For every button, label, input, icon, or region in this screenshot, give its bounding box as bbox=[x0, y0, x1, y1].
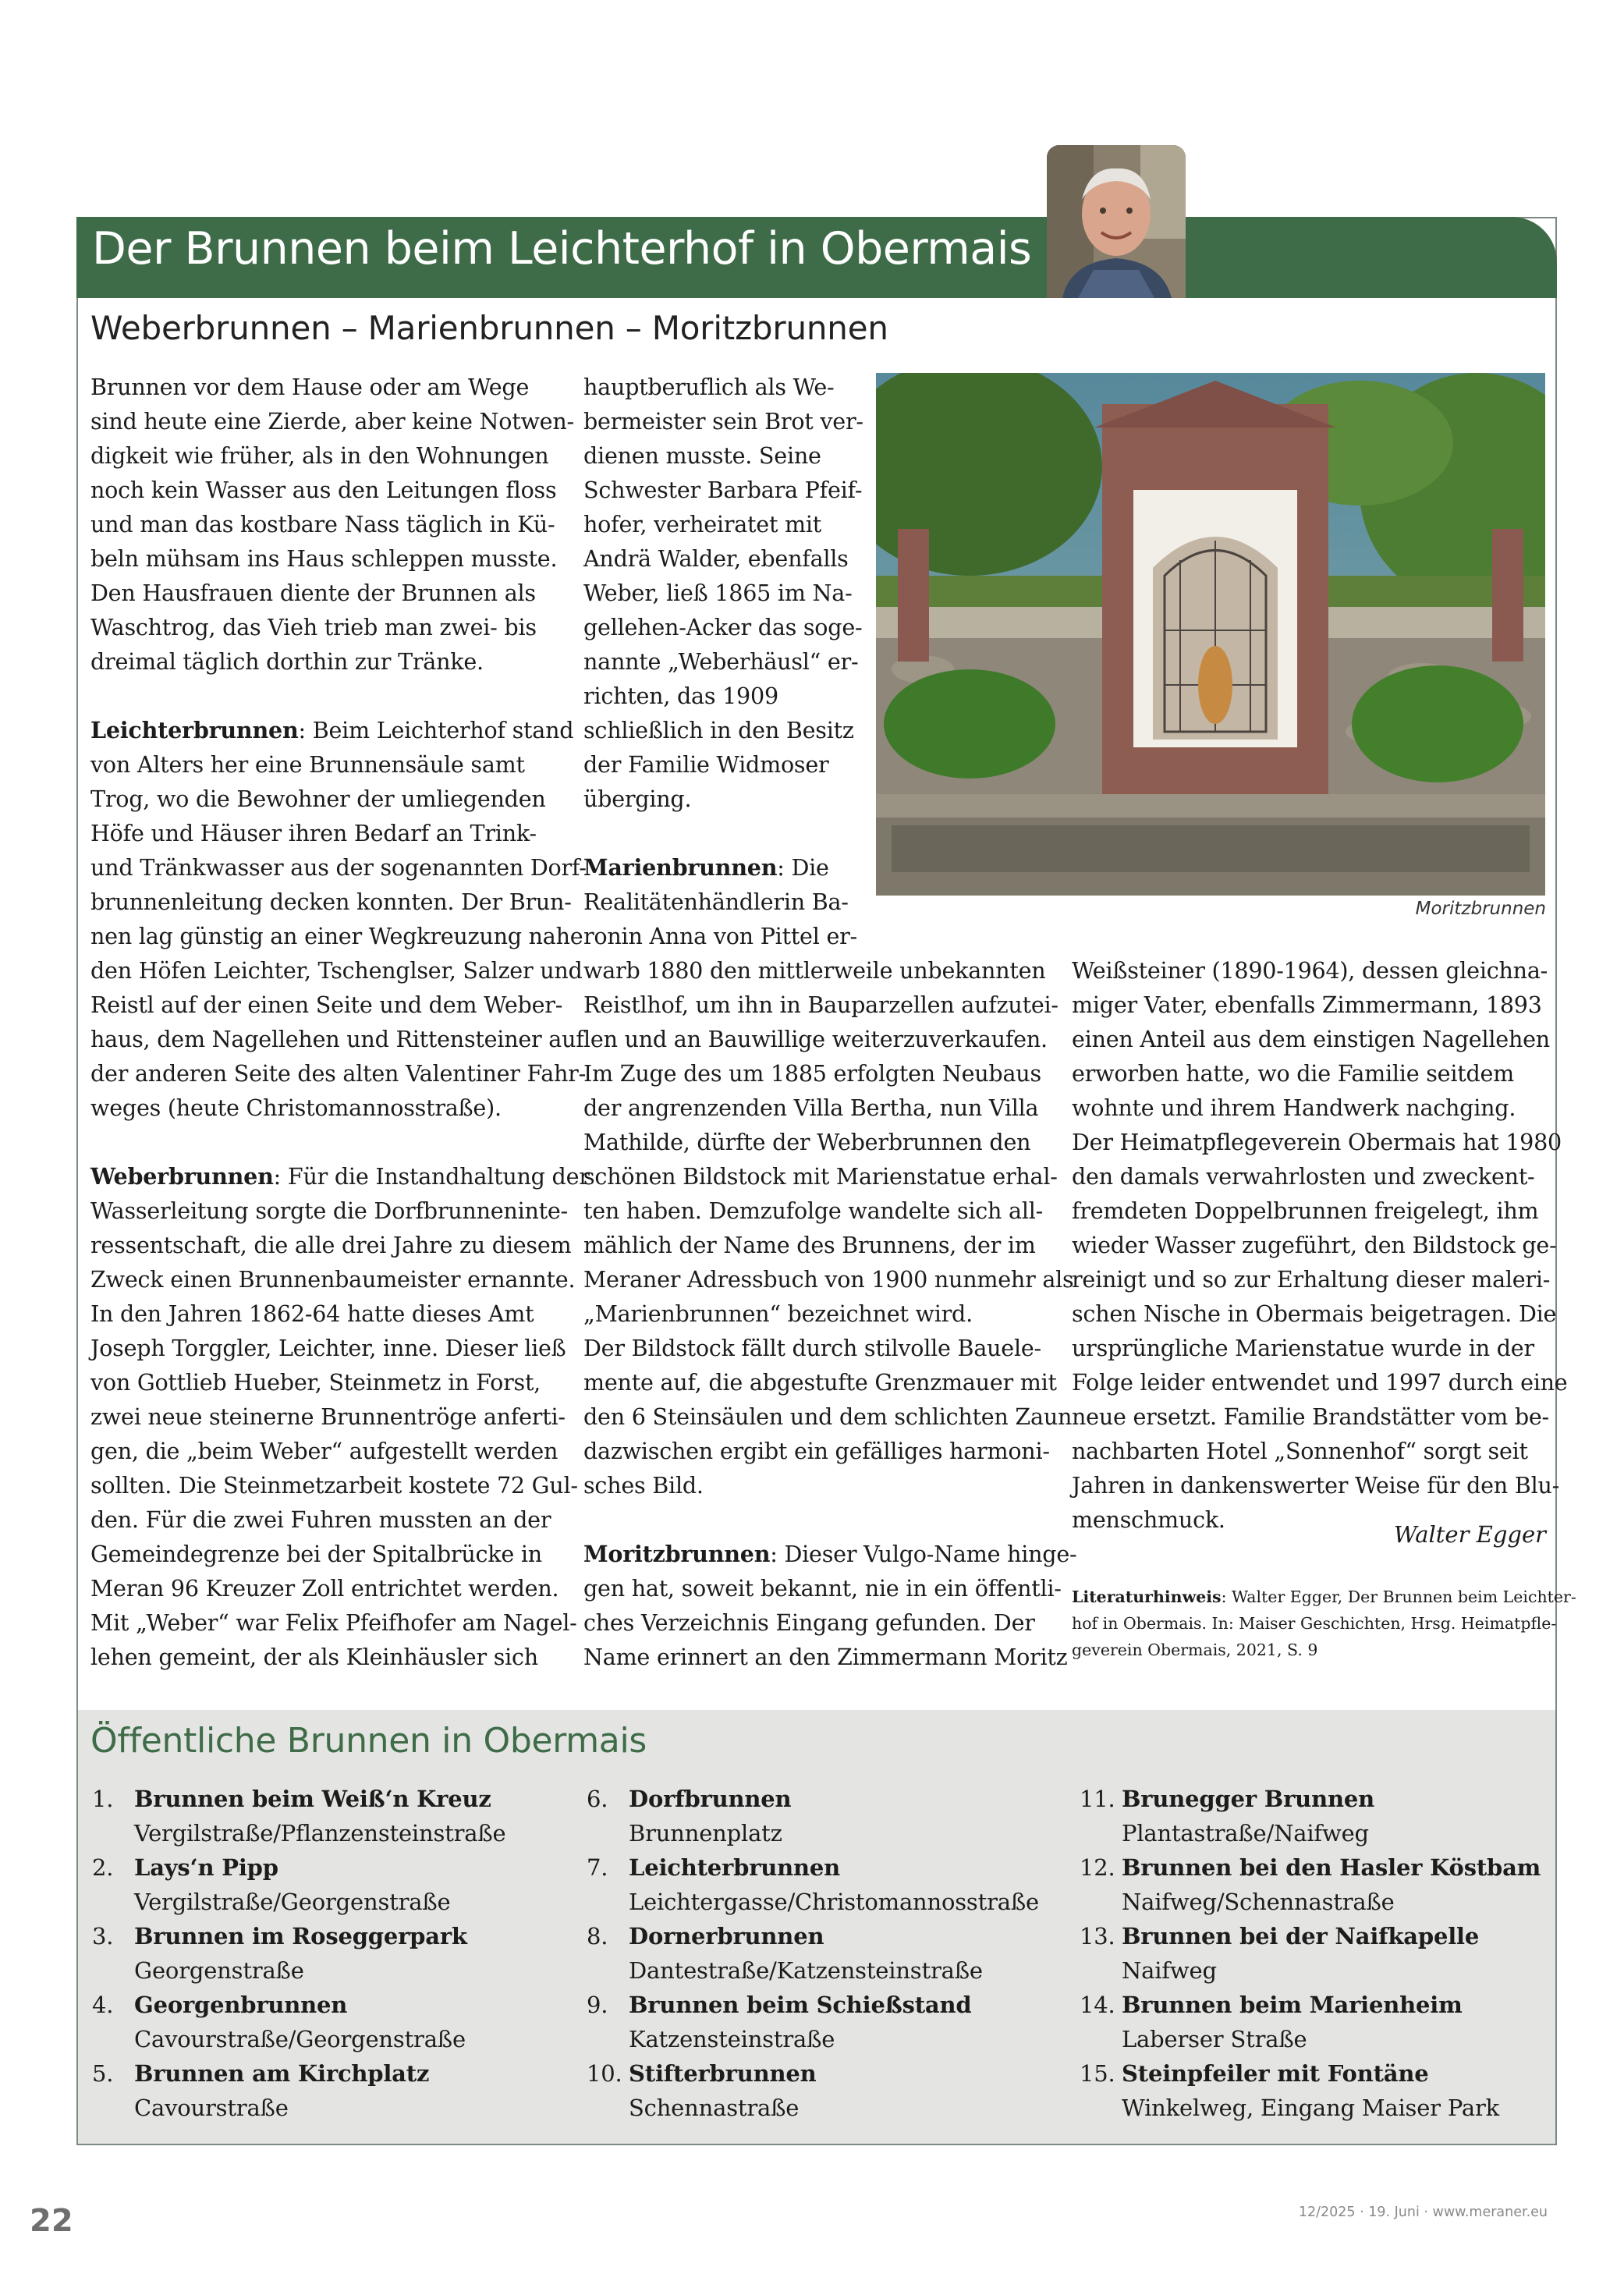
line-text: den 6 Steinsäulen und dem schlichten Zaun bbox=[583, 1403, 1073, 1430]
line-text: Mit „Weber“ war Felix Pfeifhofer am Nagel- bbox=[90, 1609, 577, 1636]
text-line bbox=[90, 541, 568, 576]
line-text: beln mühsam ins Haus schleppen musste. bbox=[90, 545, 558, 572]
text-column-2-upper bbox=[583, 370, 864, 953]
line-text: Mathilde, dürfte der Weberbrunnen den bbox=[583, 1129, 1031, 1155]
line-text: schönen Bildstock mit Marienstatue erhal- bbox=[583, 1163, 1058, 1190]
text-line bbox=[90, 1331, 568, 1365]
text-line bbox=[583, 1537, 1077, 1571]
line-text: Joseph Torggler, Leichter, inne. Dieser ließ bbox=[90, 1335, 566, 1361]
text-line bbox=[90, 438, 568, 473]
text-line bbox=[583, 404, 864, 438]
fountain-name: Dorfbrunnen bbox=[629, 1786, 792, 1812]
line-text: der anderen Seite des alten Valentiner Fahr- bbox=[90, 1060, 586, 1087]
issue-info: 12/2025 · 19. Juni · www.meraner.eu bbox=[1298, 2205, 1548, 2220]
line-text: richten, das 1909 bbox=[583, 683, 778, 709]
line-text: den damals verwahrlosten und zweckent- bbox=[1072, 1163, 1535, 1190]
line-text: schen Nische in Obermais beigetragen. Die bbox=[1072, 1300, 1557, 1327]
line-text: : Walter Egger, Der Brunnen beim Leichter- bbox=[1221, 1587, 1576, 1606]
bold-lead: Weberbrunnen bbox=[90, 1163, 274, 1190]
text-line bbox=[1072, 1022, 1555, 1056]
line-text: Realitätenhändlerin Ba- bbox=[583, 889, 849, 915]
text-column-2-lower bbox=[583, 953, 1077, 1674]
text-line bbox=[583, 1159, 1067, 1194]
fountain-name: Brunnen am Kirchplatz bbox=[134, 2060, 430, 2087]
text-line bbox=[90, 1056, 586, 1091]
fountain-name: Brunnen im Roseggerpark bbox=[134, 1923, 467, 1949]
fountain-address: Vergilstraße/Pflanzensteinstraße bbox=[134, 1820, 506, 1846]
fountain-photo bbox=[876, 373, 1545, 896]
fountain-number: 9. bbox=[587, 1992, 608, 2018]
fountain-name: Stifterbrunnen bbox=[629, 2060, 817, 2087]
literature-note bbox=[1072, 1584, 1576, 1663]
line-text: Wasserleitung sorgte die Dorfbrunneninte- bbox=[90, 1197, 568, 1224]
line-text: und man das kostbare Nass täglich in Kü- bbox=[90, 511, 555, 537]
line-text: hof in Obermais. In: Maiser Geschichten, Hrsg. Heimatpfle- bbox=[1072, 1614, 1557, 1633]
text-line bbox=[90, 1091, 568, 1125]
line-text: : Für die Instandhaltung der bbox=[273, 1163, 590, 1190]
fountain-number: 7. bbox=[587, 1854, 608, 1881]
paragraph-gap bbox=[583, 816, 864, 850]
fountain-name: Brunnen bei den Hasler Köstbam bbox=[1122, 1854, 1541, 1881]
text-line bbox=[90, 370, 568, 404]
line-text: Jahren in dankenswerter Weise für den Blu- bbox=[1072, 1472, 1560, 1499]
text-line bbox=[90, 1640, 568, 1674]
fountain-name: Leichterbrunnen bbox=[629, 1854, 841, 1881]
text-line bbox=[583, 1125, 1067, 1159]
text-line bbox=[583, 988, 1067, 1022]
fountain-address: Katzensteinstraße bbox=[629, 2026, 835, 2052]
text-line bbox=[583, 850, 864, 885]
line-text: warb 1880 den mittlerweile unbekannten bbox=[583, 957, 1046, 984]
fountain-name: Brunegger Brunnen bbox=[1122, 1786, 1374, 1812]
line-text: : Dieser Vulgo-Name hinge- bbox=[770, 1541, 1077, 1567]
text-line bbox=[90, 1537, 568, 1571]
fountain-name: Brunnen beim Schießstand bbox=[629, 1992, 972, 2018]
text-line bbox=[583, 1571, 1067, 1605]
line-text: Brunnen vor dem Hause oder am Wege bbox=[90, 374, 530, 400]
article-title: Der Brunnen beim Leichterhof in Obermais bbox=[92, 223, 1032, 275]
fountain-address: Naifweg bbox=[1122, 1957, 1217, 1984]
text-line bbox=[1072, 1399, 1555, 1434]
fountain-address: Georgenstraße bbox=[134, 1957, 304, 1984]
text-line bbox=[90, 782, 568, 816]
text-line bbox=[90, 644, 568, 679]
line-text: gen hat, soweit bekannt, nie in ein öffentli- bbox=[583, 1575, 1062, 1602]
fountain-address: Laberser Straße bbox=[1122, 2026, 1307, 2052]
text-line bbox=[90, 1297, 568, 1331]
fountain-number: 15. bbox=[1080, 2060, 1115, 2087]
line-text: hofer, verheiratet mit bbox=[583, 511, 822, 537]
line-text: len und an Bauwillige weiterzuverkaufen. bbox=[583, 1026, 1048, 1052]
line-text: mählich der Name des Brunnens, der im bbox=[583, 1232, 1036, 1258]
text-column-3 bbox=[1072, 953, 1568, 1537]
line-text: Schwester Barbara Pfeif- bbox=[583, 477, 863, 503]
line-text: ursprüngliche Marienstatue wurde in der bbox=[1072, 1335, 1534, 1361]
line-text: überging. bbox=[583, 786, 692, 812]
text-line bbox=[583, 1434, 1067, 1468]
line-text: den. Für die zwei Fuhren mussten an der bbox=[90, 1506, 551, 1533]
line-text: haus, dem Nagellehen und Rittensteiner auf bbox=[90, 1026, 584, 1052]
text-line bbox=[1072, 1434, 1555, 1468]
text-line bbox=[583, 919, 864, 953]
fountain-name: Brunnen bei der Naifkapelle bbox=[1122, 1923, 1480, 1949]
text-line bbox=[583, 507, 864, 541]
line-text: gellehen-Acker das soge- bbox=[583, 614, 863, 640]
line-text: von Alters her eine Brunnensäule samt bbox=[90, 751, 525, 778]
text-line bbox=[583, 438, 864, 473]
line-text: zwei neue steinerne Brunnentröge anferti- bbox=[90, 1403, 566, 1430]
line-text: Meran 96 Kreuzer Zoll entrichtet werden. bbox=[90, 1575, 559, 1602]
line-text: ches Verzeichnis Eingang gefunden. Der bbox=[583, 1609, 1035, 1636]
text-line bbox=[90, 1605, 577, 1640]
text-line bbox=[583, 1056, 1067, 1091]
fountain-address: Dantestraße/Katzensteinstraße bbox=[629, 1957, 983, 1984]
line-text: wohnte und ihrem Handwerk nachging. bbox=[1072, 1094, 1516, 1121]
text-line bbox=[90, 713, 574, 747]
fountain-number: 3. bbox=[92, 1923, 114, 1949]
line-text: noch kein Wasser aus den Leitungen floss bbox=[90, 477, 557, 503]
text-line bbox=[583, 1194, 1067, 1228]
text-line bbox=[583, 473, 864, 507]
text-line bbox=[90, 576, 568, 610]
text-line bbox=[583, 541, 864, 576]
line-text: wieder Wasser zugeführt, den Bildstock ge- bbox=[1072, 1232, 1557, 1258]
text-line bbox=[583, 679, 864, 713]
line-text: Trog, wo die Bewohner der umliegenden bbox=[90, 786, 546, 812]
line-text: sches Bild. bbox=[583, 1472, 704, 1499]
text-line bbox=[90, 1365, 568, 1399]
text-line bbox=[1072, 1262, 1555, 1297]
fountain-name: Brunnen beim Weiß‘n Kreuz bbox=[134, 1786, 491, 1812]
line-text: brunnenleitung decken konnten. Der Brun- bbox=[90, 889, 572, 915]
text-line bbox=[90, 1022, 584, 1056]
line-text: lehen gemeint, der als Kleinhäusler sich bbox=[90, 1644, 538, 1670]
line-text: erworben hatte, wo die Familie seitdem bbox=[1072, 1060, 1515, 1087]
text-line bbox=[90, 1194, 568, 1228]
line-text: Folge leider entwendet und 1997 durch eine bbox=[1072, 1369, 1568, 1396]
text-line bbox=[90, 610, 568, 644]
fountain-number: 10. bbox=[587, 2060, 622, 2087]
line-text: von Gottlieb Hueber, Steinmetz in Forst, bbox=[90, 1369, 541, 1396]
text-line bbox=[90, 1434, 568, 1468]
text-line bbox=[90, 1468, 578, 1502]
text-line bbox=[583, 1262, 1074, 1297]
fountain-number: 12. bbox=[1080, 1854, 1115, 1881]
line-text: Andrä Walder, ebenfalls bbox=[583, 545, 849, 572]
line-text: : Die bbox=[777, 854, 829, 881]
text-line bbox=[90, 988, 568, 1022]
text-line bbox=[1072, 988, 1555, 1022]
text-line bbox=[90, 816, 568, 850]
line-text: Weber, ließ 1865 im Na- bbox=[583, 580, 853, 606]
fountain-address: Vergilstraße/Georgenstraße bbox=[134, 1889, 451, 1915]
line-text: In den Jahren 1862-64 hatte dieses Amt bbox=[90, 1300, 534, 1327]
bold-lead: Leichterbrunnen bbox=[90, 717, 299, 743]
text-line bbox=[583, 1331, 1067, 1365]
author-portrait bbox=[1047, 145, 1186, 298]
fountain-address: Brunnenplatz bbox=[629, 1820, 782, 1846]
line-text: Meraner Adressbuch von 1900 nunmehr als bbox=[583, 1266, 1074, 1293]
text-line bbox=[1072, 1365, 1568, 1399]
line-text: : Beim Leichterhof stand bbox=[298, 717, 574, 743]
text-line bbox=[583, 1468, 1067, 1502]
page-number: 22 bbox=[30, 2203, 73, 2239]
text-line bbox=[90, 747, 568, 782]
text-line bbox=[583, 782, 864, 816]
fountain-address: Cavourstraße bbox=[134, 2095, 289, 2121]
line-text: nannte „Weberhäusl“ er- bbox=[583, 648, 859, 675]
text-line bbox=[583, 747, 864, 782]
text-line bbox=[90, 885, 572, 919]
line-text: schließlich in den Besitz bbox=[583, 717, 854, 743]
line-text: Waschtrog, das Vieh trieb man zwei- bis bbox=[90, 614, 537, 640]
fountain-number: 14. bbox=[1080, 1992, 1115, 2018]
fountain-address: Naifweg/Schennastraße bbox=[1122, 1889, 1395, 1915]
line-text: Weißsteiner (1890-1964), dessen gleichna- bbox=[1072, 957, 1548, 984]
text-line bbox=[583, 610, 864, 644]
fountain-number: 8. bbox=[587, 1923, 608, 1949]
text-line bbox=[583, 1640, 1067, 1674]
text-line bbox=[90, 1571, 568, 1605]
line-text: Name erinnert an den Zimmermann Moritz bbox=[583, 1644, 1068, 1670]
text-line bbox=[1072, 1159, 1555, 1194]
fountain-number: 2. bbox=[92, 1854, 114, 1881]
line-text: Höfe und Häuser ihren Bedarf an Trink- bbox=[90, 820, 537, 846]
text-line bbox=[1072, 1584, 1576, 1610]
text-line bbox=[90, 1262, 576, 1297]
text-line bbox=[90, 1399, 568, 1434]
line-text: bermeister sein Brot ver- bbox=[583, 408, 863, 435]
bold-lead: Literaturhinweis bbox=[1072, 1587, 1222, 1606]
line-text: Den Hausfrauen diente der Brunnen als bbox=[90, 580, 536, 606]
line-text: Gemeindegrenze bei der Spitalbrücke in bbox=[90, 1541, 542, 1567]
text-line bbox=[1072, 1610, 1576, 1637]
line-text: ronin Anna von Pittel er- bbox=[583, 923, 857, 949]
line-text: nachbarten Hotel „Sonnenhof“ sorgt seit bbox=[1072, 1438, 1528, 1464]
text-line bbox=[583, 713, 864, 747]
bold-lead: Marienbrunnen bbox=[583, 854, 778, 881]
fountain-address: Schennastraße bbox=[629, 2095, 800, 2121]
bold-lead: Moritzbrunnen bbox=[583, 1541, 771, 1567]
line-text: geverein Obermais, 2021, S. 9 bbox=[1072, 1641, 1318, 1659]
fountain-address: Leichtergasse/Christomannosstraße bbox=[629, 1889, 1039, 1915]
text-line bbox=[1072, 1056, 1555, 1091]
fountain-number: 13. bbox=[1080, 1923, 1115, 1949]
line-text: hauptberuflich als We- bbox=[583, 374, 835, 400]
line-text: Im Zuge des um 1885 erfolgten Neubaus bbox=[583, 1060, 1041, 1087]
text-line bbox=[1072, 1637, 1576, 1663]
fountain-name: Dornerbrunnen bbox=[629, 1923, 824, 1949]
line-text: einen Anteil aus dem einstigen Nagellehen bbox=[1072, 1026, 1550, 1052]
text-line bbox=[1072, 1297, 1555, 1331]
text-line bbox=[583, 885, 864, 919]
line-text: und Tränkwasser aus der sogenannten Dorf- bbox=[90, 854, 587, 881]
line-text: miger Vater, ebenfalls Zimmermann, 1893 bbox=[1072, 992, 1542, 1018]
text-line bbox=[1072, 953, 1555, 988]
text-column-1 bbox=[90, 370, 590, 1674]
text-line bbox=[583, 953, 1067, 988]
article-subtitle: Weberbrunnen – Marienbrunnen – Moritzbrunnen bbox=[90, 309, 888, 347]
author-signature: Walter Egger bbox=[1393, 1521, 1546, 1548]
fountain-list-title: Öffentliche Brunnen in Obermais bbox=[90, 1721, 647, 1761]
line-text: reinigt und so zur Erhaltung dieser maleri- bbox=[1072, 1266, 1551, 1293]
paragraph-gap bbox=[90, 1125, 568, 1159]
line-text: sind heute eine Zierde, aber keine Notwen- bbox=[90, 408, 574, 435]
line-text: Zweck einen Brunnenbaumeister ernannte. bbox=[90, 1266, 576, 1293]
fountain-name: Georgenbrunnen bbox=[134, 1992, 348, 2018]
line-text: „Marienbrunnen“ bezeichnet wird. bbox=[583, 1300, 973, 1327]
photo-caption: Moritzbrunnen bbox=[1415, 899, 1546, 919]
text-line bbox=[1072, 1091, 1555, 1125]
text-line bbox=[90, 404, 574, 438]
text-line bbox=[90, 473, 568, 507]
line-text: dazwischen ergibt ein gefälliges harmoni- bbox=[583, 1438, 1050, 1464]
fountain-number: 5. bbox=[92, 2060, 114, 2087]
text-line bbox=[1072, 1194, 1555, 1228]
text-line bbox=[90, 1159, 590, 1194]
line-text: fremdeten Doppelbrunnen freigelegt, ihm bbox=[1072, 1197, 1539, 1224]
line-text: weges (heute Christomannosstraße). bbox=[90, 1094, 502, 1121]
fountain-name: Brunnen beim Marienheim bbox=[1122, 1992, 1463, 2018]
text-line bbox=[583, 1399, 1073, 1434]
text-line bbox=[583, 1228, 1067, 1262]
line-text: gen, die „beim Weber“ aufgestellt werden bbox=[90, 1438, 558, 1464]
fountain-address: Plantastraße/Naifweg bbox=[1122, 1820, 1369, 1846]
line-text: Reistl auf der einen Seite und dem Weber- bbox=[90, 992, 563, 1018]
text-line bbox=[583, 644, 864, 679]
line-text: der angrenzenden Villa Bertha, nun Villa bbox=[583, 1094, 1039, 1121]
line-text: den Höfen Leichter, Tschenglser, Salzer und bbox=[90, 957, 583, 984]
line-text: der Familie Widmoser bbox=[583, 751, 829, 778]
line-text: Der Heimatpflegeverein Obermais hat 1980 bbox=[1072, 1129, 1562, 1155]
fountain-name: Lays‘n Pipp bbox=[134, 1854, 278, 1881]
line-text: sollten. Die Steinmetzarbeit kostete 72 Gul- bbox=[90, 1472, 578, 1499]
line-text: digkeit wie früher, als in den Wohnungen bbox=[90, 442, 549, 469]
line-text: ressentschaft, die alle drei Jahre zu diesem bbox=[90, 1232, 572, 1258]
text-line bbox=[583, 1297, 1067, 1331]
fountain-number: 6. bbox=[587, 1786, 608, 1812]
text-line bbox=[1072, 1331, 1555, 1365]
text-line bbox=[1072, 1125, 1562, 1159]
text-line bbox=[583, 370, 864, 404]
line-text: dreimal täglich dorthin zur Tränke. bbox=[90, 648, 484, 675]
text-line bbox=[90, 919, 583, 953]
line-text: Reistlhof, um ihn in Bauparzellen aufzutei- bbox=[583, 992, 1058, 1018]
fountain-number: 1. bbox=[92, 1786, 114, 1812]
line-text: ten haben. Demzufolge wandelte sich all- bbox=[583, 1197, 1044, 1224]
fountain-address: Winkelweg, Eingang Maiser Park bbox=[1122, 2095, 1499, 2121]
text-line bbox=[90, 1502, 568, 1537]
text-line bbox=[1072, 1468, 1560, 1502]
line-text: neue ersetzt. Familie Brandstätter vom be- bbox=[1072, 1403, 1549, 1430]
fountain-number: 11. bbox=[1080, 1786, 1115, 1812]
line-text: nen lag günstig an einer Wegkreuzung nahe bbox=[90, 923, 583, 949]
text-line bbox=[583, 1022, 1067, 1056]
line-text: dienen musste. Seine bbox=[583, 442, 821, 469]
text-line bbox=[90, 1228, 572, 1262]
text-line bbox=[583, 1091, 1067, 1125]
text-line bbox=[90, 850, 587, 885]
line-text: menschmuck. bbox=[1072, 1506, 1225, 1533]
fountain-number: 4. bbox=[92, 1992, 114, 2018]
text-line bbox=[583, 1365, 1067, 1399]
text-line bbox=[90, 507, 568, 541]
paragraph-gap bbox=[90, 679, 568, 713]
text-line bbox=[583, 1605, 1067, 1640]
fountain-address: Cavourstraße/Georgenstraße bbox=[134, 2026, 466, 2052]
line-text: mente auf, die abgestufte Grenzmauer mit bbox=[583, 1369, 1057, 1396]
line-text: Der Bildstock fällt durch stilvolle Bauele- bbox=[583, 1335, 1041, 1361]
text-line bbox=[90, 953, 583, 988]
fountain-name: Steinpfeiler mit Fontäne bbox=[1122, 2060, 1429, 2087]
text-line bbox=[1072, 1228, 1555, 1262]
paragraph-gap bbox=[583, 1502, 1067, 1537]
text-line bbox=[583, 576, 864, 610]
